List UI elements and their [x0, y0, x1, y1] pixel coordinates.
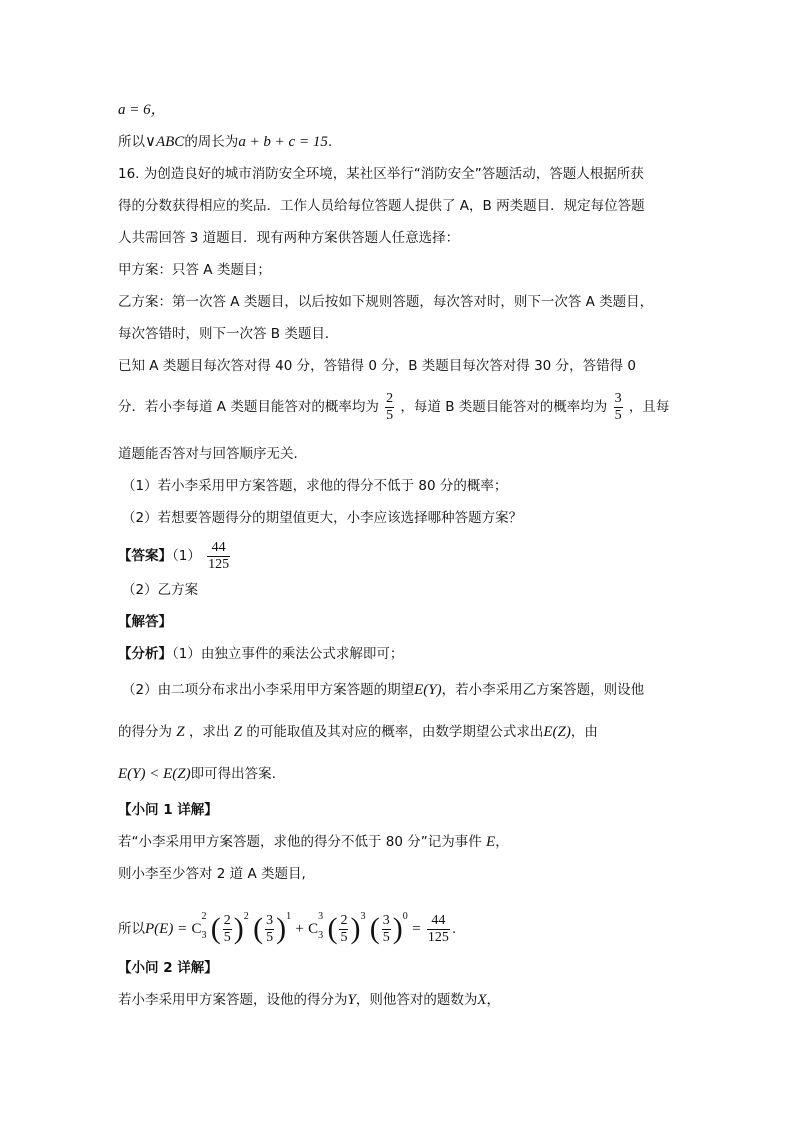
- fraction-two-fifths: $\frac{2}{5}$: [386, 390, 394, 423]
- plan-a: 甲方案：只答 A 类题目；: [118, 262, 271, 278]
- fraction-three-fifths: $\frac{3}{5}$: [614, 390, 622, 423]
- part-2-heading: 【小问 2 详解】: [118, 960, 218, 976]
- at-least-two: 则小李至少答对 2 道 A 类题目,: [118, 866, 306, 882]
- perimeter-line: 所以∨ABC的周长为a + b + c = 15.: [118, 134, 333, 150]
- answer-2: （2）乙方案: [122, 582, 199, 598]
- independence-note: 道题能否答对与回答顺序无关．: [118, 446, 307, 462]
- plan-b-line-2: 每次答错时，则下一次答 B 类题目．: [118, 326, 339, 342]
- analysis-line-1: 【分析】（1）由独立事件的乘法公式求解即可；: [118, 646, 404, 662]
- analysis-line-4: E(Y) < E(Z)即可得出答案.: [118, 766, 276, 782]
- sub-question-1: （1）若小李采用甲方案答题，求他的得分不低于 80 分的概率；: [122, 478, 508, 494]
- event-definition: 若“小李采用甲方案答题，求他的得分不低于 80 分”记为事件 E，: [118, 834, 509, 850]
- plan-a-scoring: 若小李采用甲方案答题，设他的得分为Y，则他答对的题数为X，: [118, 992, 501, 1008]
- part-1-heading: 【小问 1 详解】: [118, 802, 218, 818]
- combination-c32: $C^2_3$: [191, 911, 207, 941]
- answer-label: 【答案】: [118, 548, 172, 564]
- question-number: 16.: [118, 166, 140, 182]
- sub-question-2: （2）若想要答题得分的期望值更大，小李应该选择哪种答题方案？: [122, 510, 523, 526]
- answer-line: 【答案】（1） $\frac{44}{125}$: [118, 539, 230, 572]
- equation-a: a = 6，: [118, 102, 166, 118]
- answer-fraction: $\frac{44}{125}$: [208, 539, 230, 572]
- solution-heading: 【解答】: [118, 614, 172, 630]
- analysis-line-3: 的得分为 Z ，求出 Z 的可能取值及其对应的概率，由数学期望公式求出E(Z)，由: [118, 724, 598, 740]
- combination-c33: $C^3_3$: [308, 911, 324, 941]
- analysis-line-2: （2）由二项分布求出小李采用甲方案答题的期望E(Y)，若小李采用乙方案答题，则设他: [122, 682, 645, 698]
- probability-formula: 所以$P(E) = C^2_3$ ( $\frac{2}{5}$ )$^2$ ( $\frac{3}{5}$ )$^1 + C^3_3$ ( $\frac{2}{5}$ )$^3$ ( $\frac{3}{5}$ )$^0$ = $\frac{44}{125}$ .: [118, 894, 456, 959]
- question-16-line-1: 16. 为创造良好的城市消防安全环境，某社区举行“消防安全”答题活动，答题人根据所获: [118, 166, 644, 182]
- scoring-rule: 已知 A 类题目每次答对得 40 分，答错得 0 分，B 类题目每次答对得 30 分，答错得 0: [118, 358, 636, 374]
- plan-b-line-1: 乙方案：第一次答 A 类题目，以后按如下规则答题，每次答对时，则下一次答 A 类题目，: [118, 294, 654, 310]
- question-16-line-3: 人共需回答 3 道题目．现有两种方案供答题人任意选择：: [118, 230, 460, 246]
- probability-line: 分．若小李每道 A 类题目能答对的概率均为 $\frac{2}{5}$ ，每道 B 类题目能答对的概率均为 $\frac{3}{5}$ ，且每: [118, 390, 670, 423]
- question-16-line-2: 得的分数获得相应的奖品．工作人员给每位答题人提供了 A，B 两类题目．规定每位答题: [118, 198, 645, 214]
- result-fraction: $\frac{44}{125}$: [427, 912, 449, 945]
